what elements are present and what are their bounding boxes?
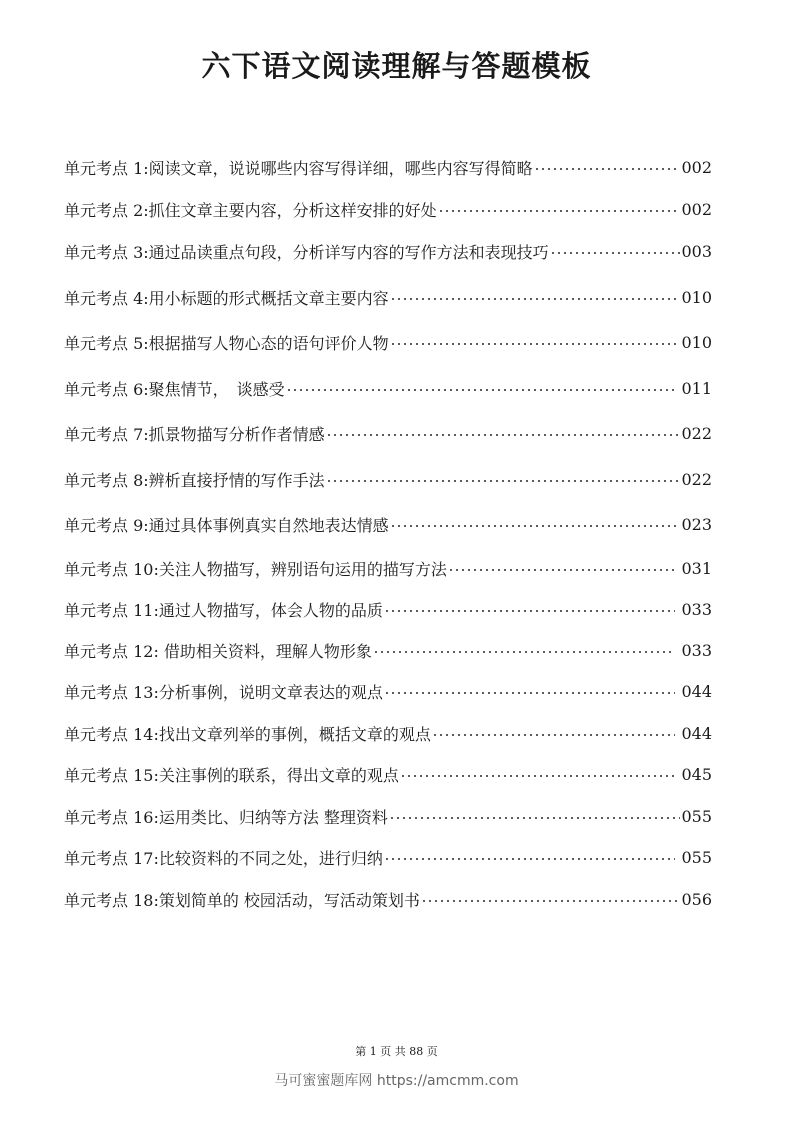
- toc-leader-dots: [448, 569, 676, 571]
- toc-entry-label: 单元考点 1:阅读文章，说说哪些内容写得详细，哪些内容写得简略: [64, 158, 533, 178]
- toc-entry-label: 单元考点 14:找出文章列举的事例，概括文章的观点: [64, 724, 431, 744]
- toc-entry-page: 044: [676, 681, 712, 701]
- toc-entry: [64, 154, 712, 180]
- page-number: 第 1 页 共 88 页: [355, 1045, 438, 1058]
- toc-entry-label: 单元考点 4:用小标题的形式概括文章主要内容: [64, 288, 389, 308]
- toc-entry-page: 044: [676, 723, 712, 743]
- toc-entry: [64, 329, 712, 355]
- toc-entry-label: 单元考点 13:分析事例，说明文章表达的观点: [64, 682, 383, 702]
- site-watermark: 马可蜜蜜题库网 https://amcmm.com: [274, 1073, 519, 1089]
- toc-entry: [64, 375, 712, 401]
- toc-entry-page: 022: [681, 423, 712, 443]
- toc-entry-page: 011: [676, 378, 712, 398]
- toc-entry-page: 002: [681, 157, 712, 177]
- toc-entry-label: 单元考点 10:关注人物描写，辨别语句运用的描写方法: [64, 559, 447, 579]
- toc-entry-page: 002: [681, 199, 712, 219]
- toc-entry-page: 033: [676, 640, 712, 660]
- toc-entry-page: 056: [681, 889, 712, 909]
- toc-entry-page: 031: [676, 558, 712, 578]
- toc-entry: [64, 196, 712, 222]
- toc-entry-label: 单元考点 12: 借助相关资料，理解人物形象: [64, 641, 372, 661]
- toc-leader-dots: [384, 610, 676, 612]
- toc-entry: [64, 420, 712, 446]
- toc-entry: [64, 555, 712, 581]
- toc-entry-label: 单元考点 2:抓住文章主要内容，分析这样安排的好处: [64, 200, 437, 220]
- toc-entry: [64, 637, 712, 663]
- toc-entry-page: 033: [676, 599, 712, 619]
- toc-entry: [64, 803, 712, 829]
- toc-entry: [64, 720, 712, 746]
- toc-leader-dots: [550, 252, 681, 254]
- toc-leader-dots: [384, 692, 676, 694]
- toc-leader-dots: [326, 480, 681, 482]
- toc-entry-page: 003: [681, 241, 712, 261]
- toc-entry-label: 单元考点 16:运用类比、归纳等方法 整理资料: [64, 807, 388, 827]
- toc-entry: [64, 238, 712, 264]
- toc-entry-label: 单元考点 9:通过具体事例真实自然地表达情感: [64, 515, 389, 535]
- toc-leader-dots: [438, 210, 681, 212]
- toc-leader-dots: [432, 734, 676, 736]
- toc-leader-dots: [373, 651, 675, 653]
- toc-leader-dots: [389, 817, 681, 819]
- toc-entry-page: 010: [681, 287, 712, 307]
- toc-entry-label: 单元考点 11:通过人物描写，体会人物的品质: [64, 600, 383, 620]
- toc-entry-page: 022: [681, 469, 712, 489]
- toc-entry-page: 010: [681, 332, 712, 352]
- toc-entry: [64, 596, 712, 622]
- toc-entry-label: 单元考点 7:抓景物描写分析作者情感: [64, 424, 325, 444]
- document-title: 六下语文阅读理解与答题模板: [201, 49, 592, 83]
- toc-leader-dots: [400, 775, 676, 777]
- toc-leader-dots: [390, 525, 681, 527]
- toc-entry: [64, 844, 712, 870]
- toc-entry: [64, 761, 712, 787]
- toc-entry-label: 单元考点 15:关注事例的联系，得出文章的观点: [64, 765, 399, 785]
- toc-entry-page: 023: [681, 514, 712, 534]
- toc-entry-label: 单元考点 18:策划简单的 校园活动，写活动策划书: [64, 890, 420, 910]
- toc-leader-dots: [286, 389, 676, 391]
- toc-entry-label: 单元考点 8:辨析直接抒情的写作手法: [64, 470, 325, 490]
- toc-leader-dots: [384, 858, 676, 860]
- toc-entry-page: 055: [681, 806, 712, 826]
- toc-leader-dots: [534, 168, 681, 170]
- toc-entry: [64, 511, 712, 537]
- toc-entry: [64, 466, 712, 492]
- toc-entry-page: 055: [676, 847, 712, 867]
- toc-entry: [64, 284, 712, 310]
- toc-entry-label: 单元考点 5:根据描写人物心态的语句评价人物: [64, 333, 389, 353]
- toc-entry-label: 单元考点 17:比较资料的不同之处，进行归纳: [64, 848, 383, 868]
- toc-entry-label: 单元考点 6:聚焦情节， 谈感受: [64, 379, 285, 399]
- toc-entry-label: 单元考点 3:通过品读重点句段，分析详写内容的写作方法和表现技巧: [64, 242, 549, 262]
- toc-leader-dots: [421, 900, 681, 902]
- toc-leader-dots: [390, 298, 681, 300]
- toc-leader-dots: [326, 434, 681, 436]
- toc-entry: [64, 886, 712, 912]
- toc-entry: [64, 678, 712, 704]
- toc-leader-dots: [390, 343, 681, 345]
- toc-entry-page: 045: [676, 764, 712, 784]
